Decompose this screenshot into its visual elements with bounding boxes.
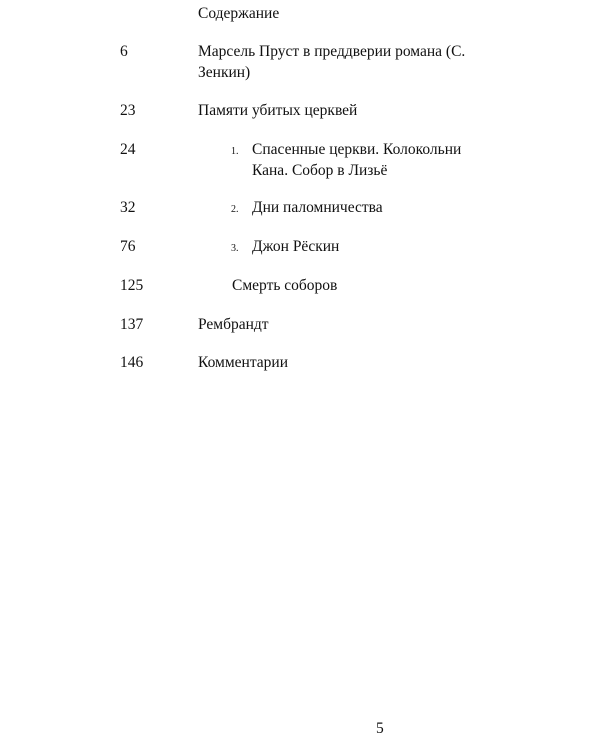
toc-title: Содержание bbox=[198, 5, 280, 22]
toc-page-number: 137 bbox=[120, 316, 144, 333]
toc-page-number: 146 bbox=[120, 354, 144, 371]
toc-entry-title: Джон Рёскин bbox=[252, 238, 340, 255]
toc-page-number: 125 bbox=[120, 277, 144, 294]
toc-page-number: 24 bbox=[120, 141, 136, 158]
toc-entry-title: Комментарии bbox=[198, 354, 288, 371]
page-number: 5 bbox=[376, 720, 384, 737]
toc-page-number: 6 bbox=[120, 43, 128, 60]
toc-entry-title: Памяти убитых церквей bbox=[198, 102, 358, 119]
toc-page-number: 23 bbox=[120, 102, 136, 119]
toc-page-number: 76 bbox=[120, 238, 136, 255]
toc-entry-title: Смерть соборов bbox=[232, 277, 338, 294]
toc-entry-title: Спасенные церкви. Колокольни Кана. Собор в Лизьё bbox=[252, 141, 462, 179]
toc-entry-marker: 1. bbox=[231, 146, 239, 157]
toc-entry-title: Марсель Пруст в преддверии романа (С. Зенкин) bbox=[198, 43, 466, 81]
toc-page-number: 32 bbox=[120, 199, 136, 216]
toc-entry-marker: 3. bbox=[231, 243, 239, 254]
toc-entry-marker: 2. bbox=[231, 204, 239, 215]
toc-entry-title: Дни паломничества bbox=[252, 199, 383, 216]
toc-entry-title: Рембрандт bbox=[198, 316, 269, 333]
